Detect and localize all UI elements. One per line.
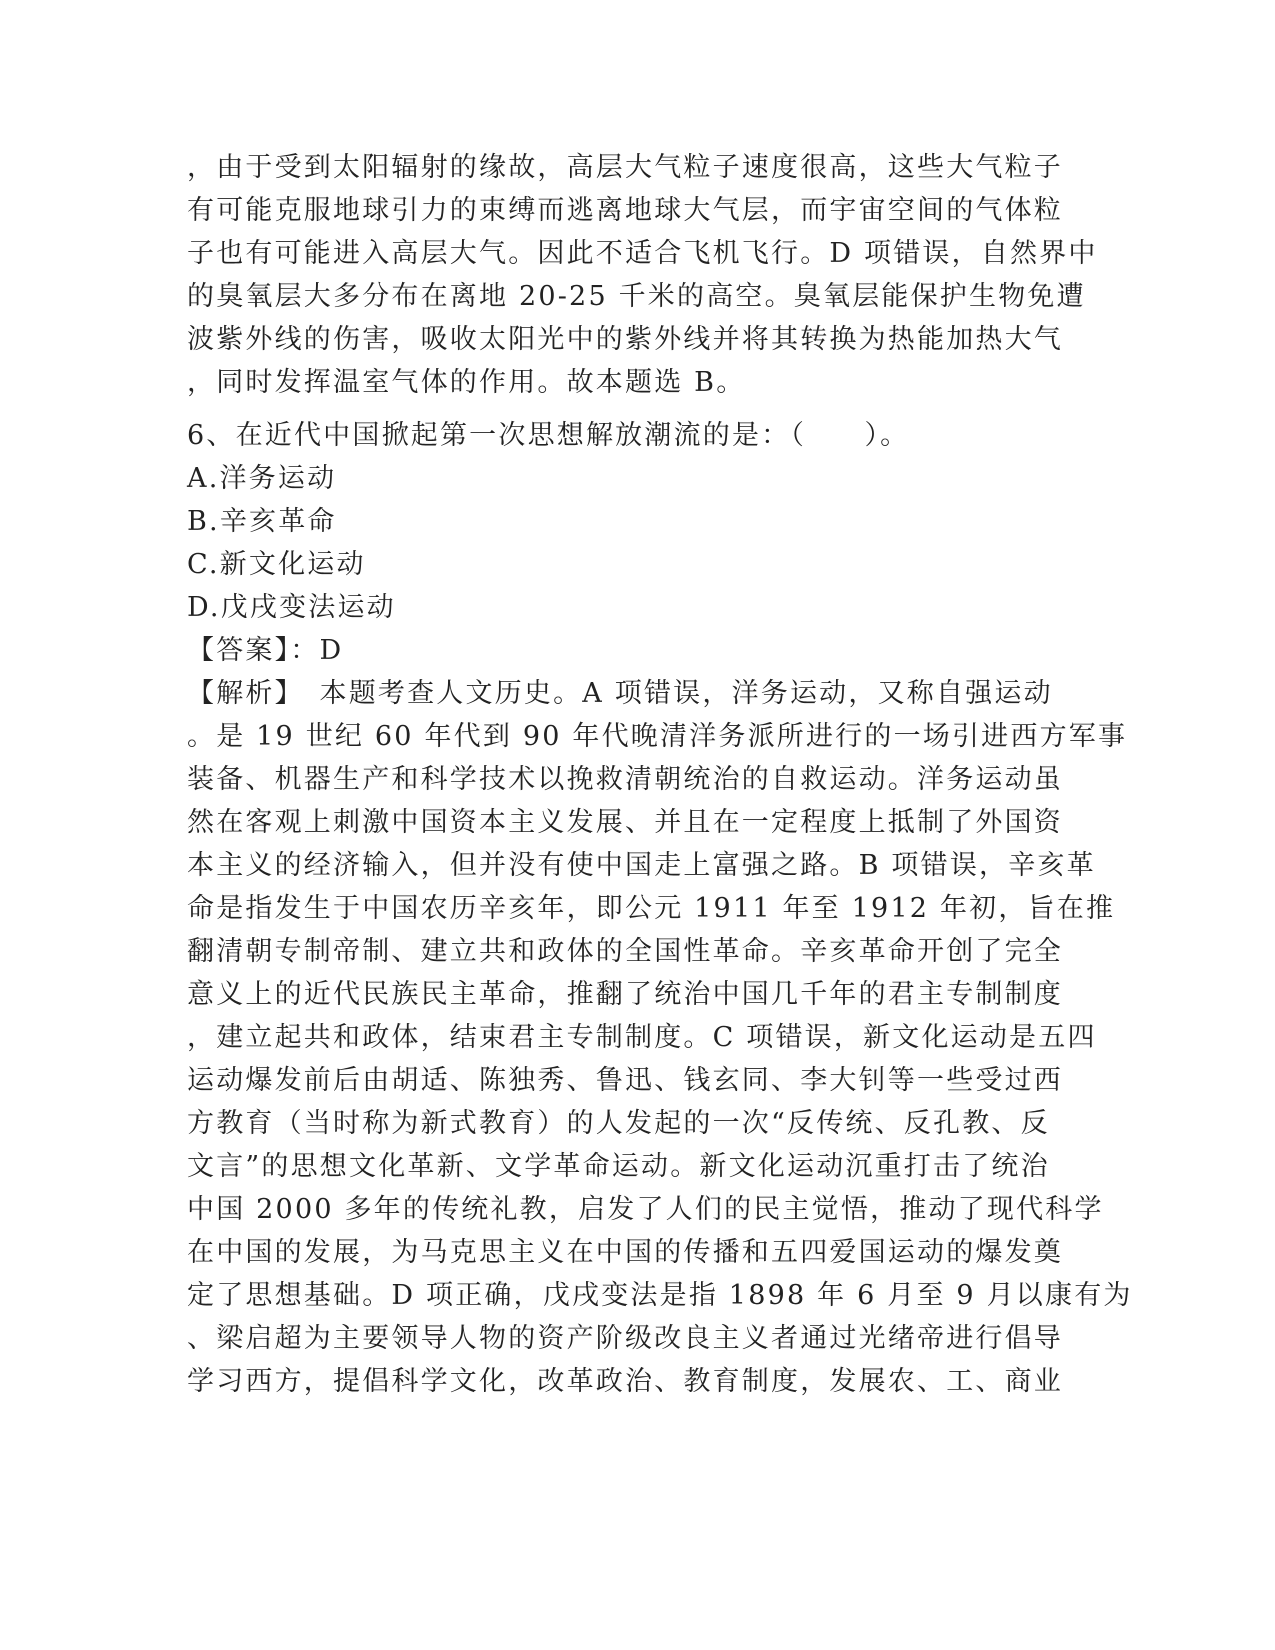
analysis-line: 中国 2000 多年的传统礼教，启发了人们的民主觉悟，推动了现代科学 — [187, 1194, 1104, 1225]
analysis-line: 装备、机器生产和科学技术以挽救清朝统治的自救运动。洋务运动虽 — [187, 764, 1063, 795]
answer-line: 【答案】：D — [187, 635, 344, 666]
analysis-line: 、梁启超为主要领导人物的资产阶级改良主义者通过光绪帝进行倡导 — [187, 1323, 1063, 1354]
text-line: 波紫外线的伤害，吸收太阳光中的紫外线并将其转换为热能加热大气 — [187, 324, 1063, 355]
text-line: ，由于受到太阳辐射的缘故，高层大气粒子速度很高，这些大气粒子 — [187, 152, 1063, 183]
option-c: C.新文化运动 — [187, 549, 366, 580]
analysis-line: 。是 19 世纪 60 年代到 90 年代晚清洋务派所进行的一场引进西方军事 — [187, 721, 1128, 752]
analysis-line: 意义上的近代民族民主革命，推翻了统治中国几千年的君主专制制度 — [187, 979, 1063, 1010]
analysis — [187, 672, 1133, 1403]
option-d: D.戊戌变法运动 — [187, 592, 396, 623]
paragraph-gap — [187, 404, 1087, 414]
analysis-line: 命是指发生于中国农历辛亥年，即公元 1911 年至 1912 年初，旨在推 — [187, 893, 1116, 924]
analysis-line: 学习西方，提倡科学文化，改革政治、教育制度，发展农、工、商业 — [187, 1366, 1063, 1397]
question-6 — [187, 414, 1133, 1403]
text-line: 子也有可能进入高层大气。因此不适合飞机飞行。D 项错误，自然界中 — [187, 238, 1098, 269]
analysis-line: 本主义的经济输入，但并没有使中国走上富强之路。B 项错误，辛亥革 — [187, 850, 1096, 881]
analysis-line: 方教育（当时称为新式教育）的人发起的一次“反传统、反孔教、反 — [187, 1108, 1050, 1139]
analysis-line: 在中国的发展，为马克思主义在中国的传播和五四爱国运动的爆发奠 — [187, 1237, 1063, 1268]
text-line: ，同时发挥温室气体的作用。故本题选 B。 — [187, 367, 746, 398]
text-line: 的臭氧层大多分布在离地 20-25 千米的高空。臭氧层能保护生物免遭 — [187, 281, 1086, 312]
previous-explanation — [187, 146, 1098, 404]
question-stem: 6、在近代中国掀起第一次思想解放潮流的是：（ ）。 — [187, 420, 910, 451]
analysis-line: 运动爆发前后由胡适、陈独秀、鲁迅、钱玄同、李大钊等一些受过西 — [187, 1065, 1063, 1096]
analysis-line: 定了思想基础。D 项正确，戊戌变法是指 1898 年 6 月至 9 月以康有为 — [187, 1280, 1133, 1311]
analysis-line: 文言”的思想文化革新、文学革命运动。新文化运动沉重打击了统治 — [187, 1151, 1050, 1182]
text-line: 有可能克服地球引力的束缚而逃离地球大气层，而宇宙空间的气体粒 — [187, 195, 1063, 226]
analysis-line: 翻清朝专制帝制、建立共和政体的全国性革命。辛亥革命开创了完全 — [187, 936, 1063, 967]
option-b: B.辛亥革命 — [187, 506, 337, 537]
document-content — [187, 146, 1133, 1403]
analysis-line: 【解析】 本题考查人文历史。A 项错误，洋务运动，又称自强运动 — [187, 678, 1053, 709]
analysis-line: 然在客观上刺激中国资本主义发展、并且在一定程度上抵制了外国资 — [187, 807, 1063, 838]
analysis-line: ，建立起共和政体，结束君主专制制度。C 项错误，新文化运动是五四 — [187, 1022, 1097, 1053]
option-a: A.洋务运动 — [187, 463, 337, 494]
